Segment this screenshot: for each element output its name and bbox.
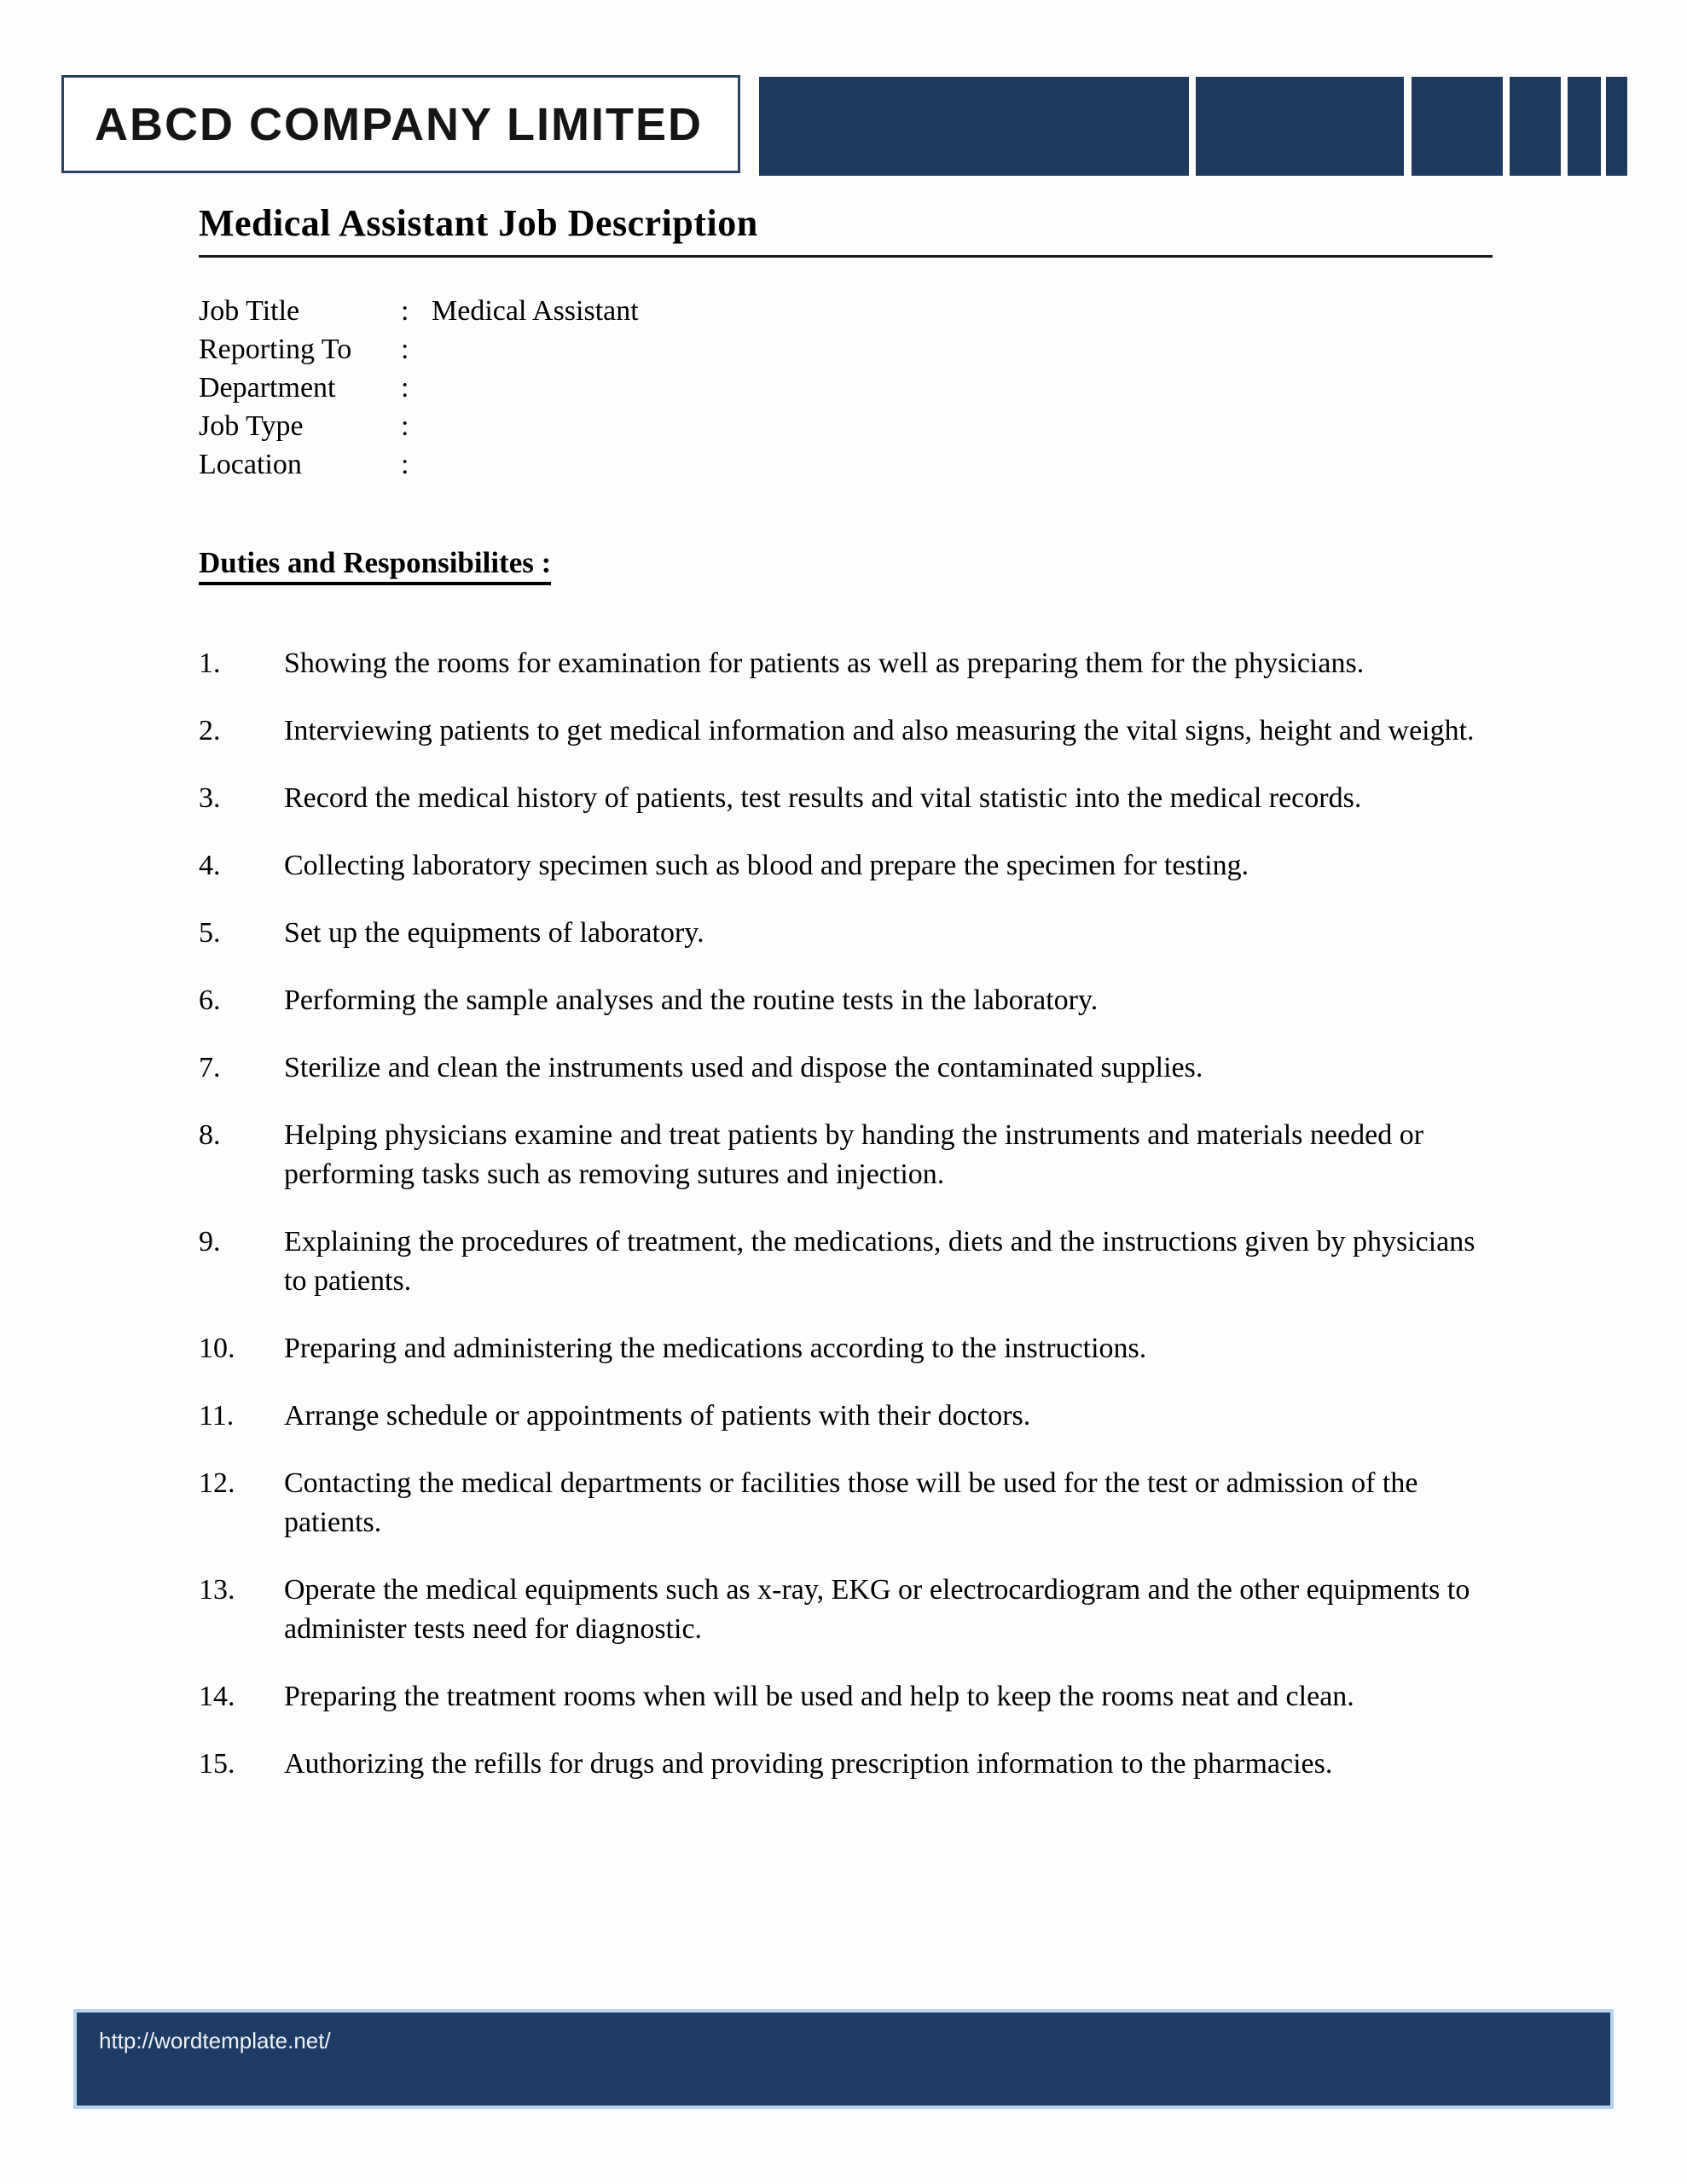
field-colon: : <box>401 410 409 442</box>
duty-number: 7. <box>199 1052 221 1083</box>
duty-number: 8. <box>199 1119 221 1151</box>
duty-number: 6. <box>199 985 221 1016</box>
duties-heading <box>199 546 551 580</box>
duty-item <box>199 779 1504 818</box>
header-accent-bar-4 <box>1510 77 1561 176</box>
duty-text: Interviewing patients to get medical information and also measuring the vital signs, height and weight. <box>284 715 1475 746</box>
duty-item <box>199 846 1504 886</box>
duty-number: 2. <box>199 715 221 746</box>
duty-number: 13. <box>199 1574 235 1606</box>
duty-text: Preparing and administering the medications according to the instructions. <box>284 1333 1147 1364</box>
duty-text: Set up the equipments of laboratory. <box>284 917 704 949</box>
company-logo-box <box>61 75 740 173</box>
duty-number: 4. <box>199 850 221 881</box>
duty-text: Authorizing the refills for drugs and providing prescription information to the pharmacies. <box>284 1748 1333 1780</box>
duty-item <box>199 1745 1504 1784</box>
duty-text: Showing the rooms for examination for patients as well as preparing them for the physicians. <box>284 648 1365 679</box>
document-title: Medical Assistant Job Description <box>199 201 1493 258</box>
field-value <box>426 407 1222 445</box>
duty-text: Contacting the medical departments or facilities those will be used for the test or admission of the patients. <box>284 1467 1418 1538</box>
field-colon: : <box>401 295 409 327</box>
duty-item <box>199 644 1504 683</box>
duty-text: Operate the medical equipments such as x-ray, EKG or electrocardiogram and the other equipments to administer tests need for diagnostic. <box>284 1574 1470 1645</box>
footer-bar <box>73 2009 1614 2109</box>
field-label: Job Type <box>199 410 304 442</box>
duty-item <box>199 712 1504 751</box>
field-row-job-type <box>199 407 1222 445</box>
header-accent-bar-1 <box>759 77 1189 176</box>
duty-number: 12. <box>199 1467 235 1499</box>
duty-text: Performing the sample analyses and the routine tests in the laboratory. <box>284 985 1099 1016</box>
duty-number: 9. <box>199 1226 221 1258</box>
field-label: Department <box>199 372 336 404</box>
job-fields <box>199 292 1222 484</box>
duty-text: Helping physicians examine and treat patients by handing the instruments and materials needed or performing tasks such as removing sutures and injection. <box>284 1119 1424 1190</box>
field-value <box>426 445 1222 484</box>
duty-number: 11. <box>199 1400 235 1432</box>
duty-number: 15. <box>199 1748 235 1780</box>
duties-list <box>199 644 1504 1812</box>
header-accent-bar-2 <box>1196 77 1404 176</box>
duty-item <box>199 1048 1504 1088</box>
footer-url: http://wordtemplate.net/ <box>99 2028 331 2053</box>
field-label: Job Title <box>199 295 300 327</box>
field-row-department <box>199 369 1222 407</box>
duty-text: Explaining the procedures of treatment, the medications, diets and the instructions given by physicians to patients. <box>284 1226 1475 1297</box>
duty-item <box>199 1464 1504 1542</box>
duty-text: Preparing the treatment rooms when will be used and help to keep the rooms neat and clean. <box>284 1681 1354 1712</box>
field-colon: : <box>401 334 409 365</box>
duty-number: 1. <box>199 648 221 679</box>
duty-number: 14. <box>199 1681 235 1712</box>
field-colon: : <box>401 372 409 404</box>
duty-item <box>199 914 1504 953</box>
duty-item <box>199 1223 1504 1301</box>
field-value <box>426 330 1222 369</box>
duty-number: 5. <box>199 917 221 949</box>
duty-item <box>199 1329 1504 1368</box>
field-value <box>426 369 1222 407</box>
header-accent-bar-5 <box>1568 77 1601 176</box>
field-colon: : <box>401 449 409 480</box>
duty-number: 10. <box>199 1333 235 1364</box>
duty-item <box>199 981 1504 1020</box>
field-label: Location <box>199 449 302 480</box>
field-row-location <box>199 445 1222 484</box>
duty-text: Record the medical history of patients, test results and vital statistic into the medical records. <box>284 782 1362 814</box>
field-row-job-title <box>199 292 1222 330</box>
field-label: Reporting To <box>199 334 352 365</box>
duty-item <box>199 1677 1504 1716</box>
field-row-reporting-to <box>199 330 1222 369</box>
duty-number: 3. <box>199 782 221 814</box>
header-accent-bar-6 <box>1606 77 1627 176</box>
duties-heading-text: Duties and Responsibilites : <box>199 546 551 585</box>
duty-text: Arrange schedule or appointments of patients with their doctors. <box>284 1400 1031 1432</box>
field-value: Medical Assistant <box>432 295 639 327</box>
header-accent-bar-3 <box>1412 77 1503 176</box>
company-name: ABCD COMPANY LIMITED <box>95 98 703 150</box>
duty-item <box>199 1116 1504 1194</box>
duty-text: Sterilize and clean the instruments used and dispose the contaminated supplies. <box>284 1052 1203 1083</box>
duty-item <box>199 1397 1504 1436</box>
duty-item <box>199 1571 1504 1649</box>
duty-text: Collecting laboratory specimen such as blood and prepare the specimen for testing. <box>284 850 1249 881</box>
